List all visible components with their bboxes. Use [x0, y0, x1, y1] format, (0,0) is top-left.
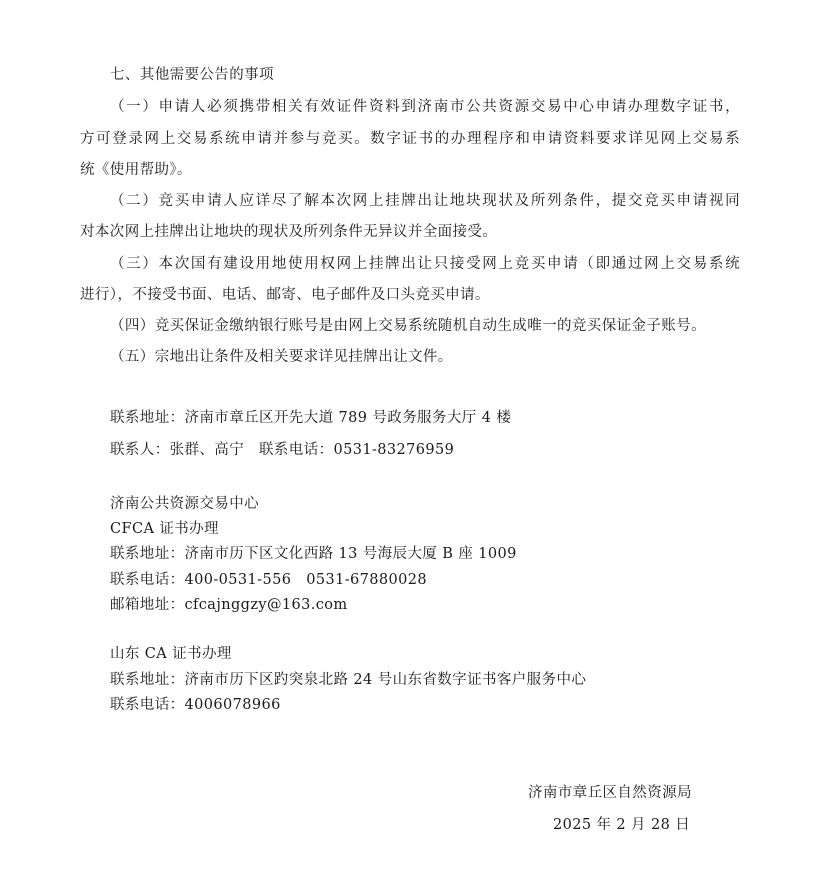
- item-1-line-2: 方可登录网上交易系统申请并参与竞买。数字证书的办理程序和申请资料要求详见网上交易系: [80, 131, 740, 147]
- contact-center-phone: 联系电话：400-0531-556 0531-67880028: [110, 572, 428, 588]
- contact-center-name: 济南公共资源交易中心: [110, 496, 259, 512]
- section-title: 七、其他需要公告的事项: [110, 67, 274, 83]
- signature-org: 济南市章丘区自然资源局: [528, 785, 692, 801]
- item-1-line-3: 统《使用帮助》。: [80, 162, 192, 178]
- contact-center-sub: CFCA 证书办理: [110, 521, 219, 537]
- item-2-line-2: 对本次网上挂牌出让地块的现状及所列条件无异议并全面接受。: [80, 224, 498, 240]
- item-2-line-1: （二）竞买申请人应详尽了解本次网上挂牌出让地块现状及所列条件，提交竞买申请视同: [110, 193, 740, 209]
- contact-center-address: 联系地址：济南市历下区文化西路 13 号海辰大厦 B 座 1009: [110, 546, 517, 562]
- item-1-line-1: （一）申请人必须携带相关有效证件资料到济南市公共资源交易中心申请办理数字证书，: [110, 99, 740, 115]
- contact-center-email: 邮箱地址：cfcajnggzy@163.com: [110, 597, 348, 613]
- contact-main-people-phone: 联系人：张群、高宁 联系电话：0531-83276959: [110, 442, 455, 458]
- item-5-line-1: （五）宗地出让条件及相关要求详见挂牌出让文件。: [110, 349, 453, 365]
- contact-main-address: 联系地址：济南市章丘区开先大道 789 号政务服务大厅 4 楼: [110, 410, 512, 426]
- contact-ca-name: 山东 CA 证书办理: [110, 646, 232, 662]
- signature-date: 2025 年 2 月 28 日: [553, 817, 691, 833]
- item-4-line-1: （四）竞买保证金缴纳银行账号是由网上交易系统随机自动生成唯一的竞买保证金子账号。: [110, 318, 706, 334]
- contact-ca-phone: 联系电话：4006078966: [110, 697, 281, 713]
- item-3-line-1: （三）本次国有建设用地使用权网上挂牌出让只接受网上竞买申请（即通过网上交易系统: [110, 256, 740, 272]
- contact-ca-address: 联系地址：济南市历下区趵突泉北路 24 号山东省数字证书客户服务中心: [110, 672, 587, 688]
- item-3-line-2: 进行），不接受书面、电话、邮寄、电子邮件及口头竞买申请。: [80, 287, 490, 303]
